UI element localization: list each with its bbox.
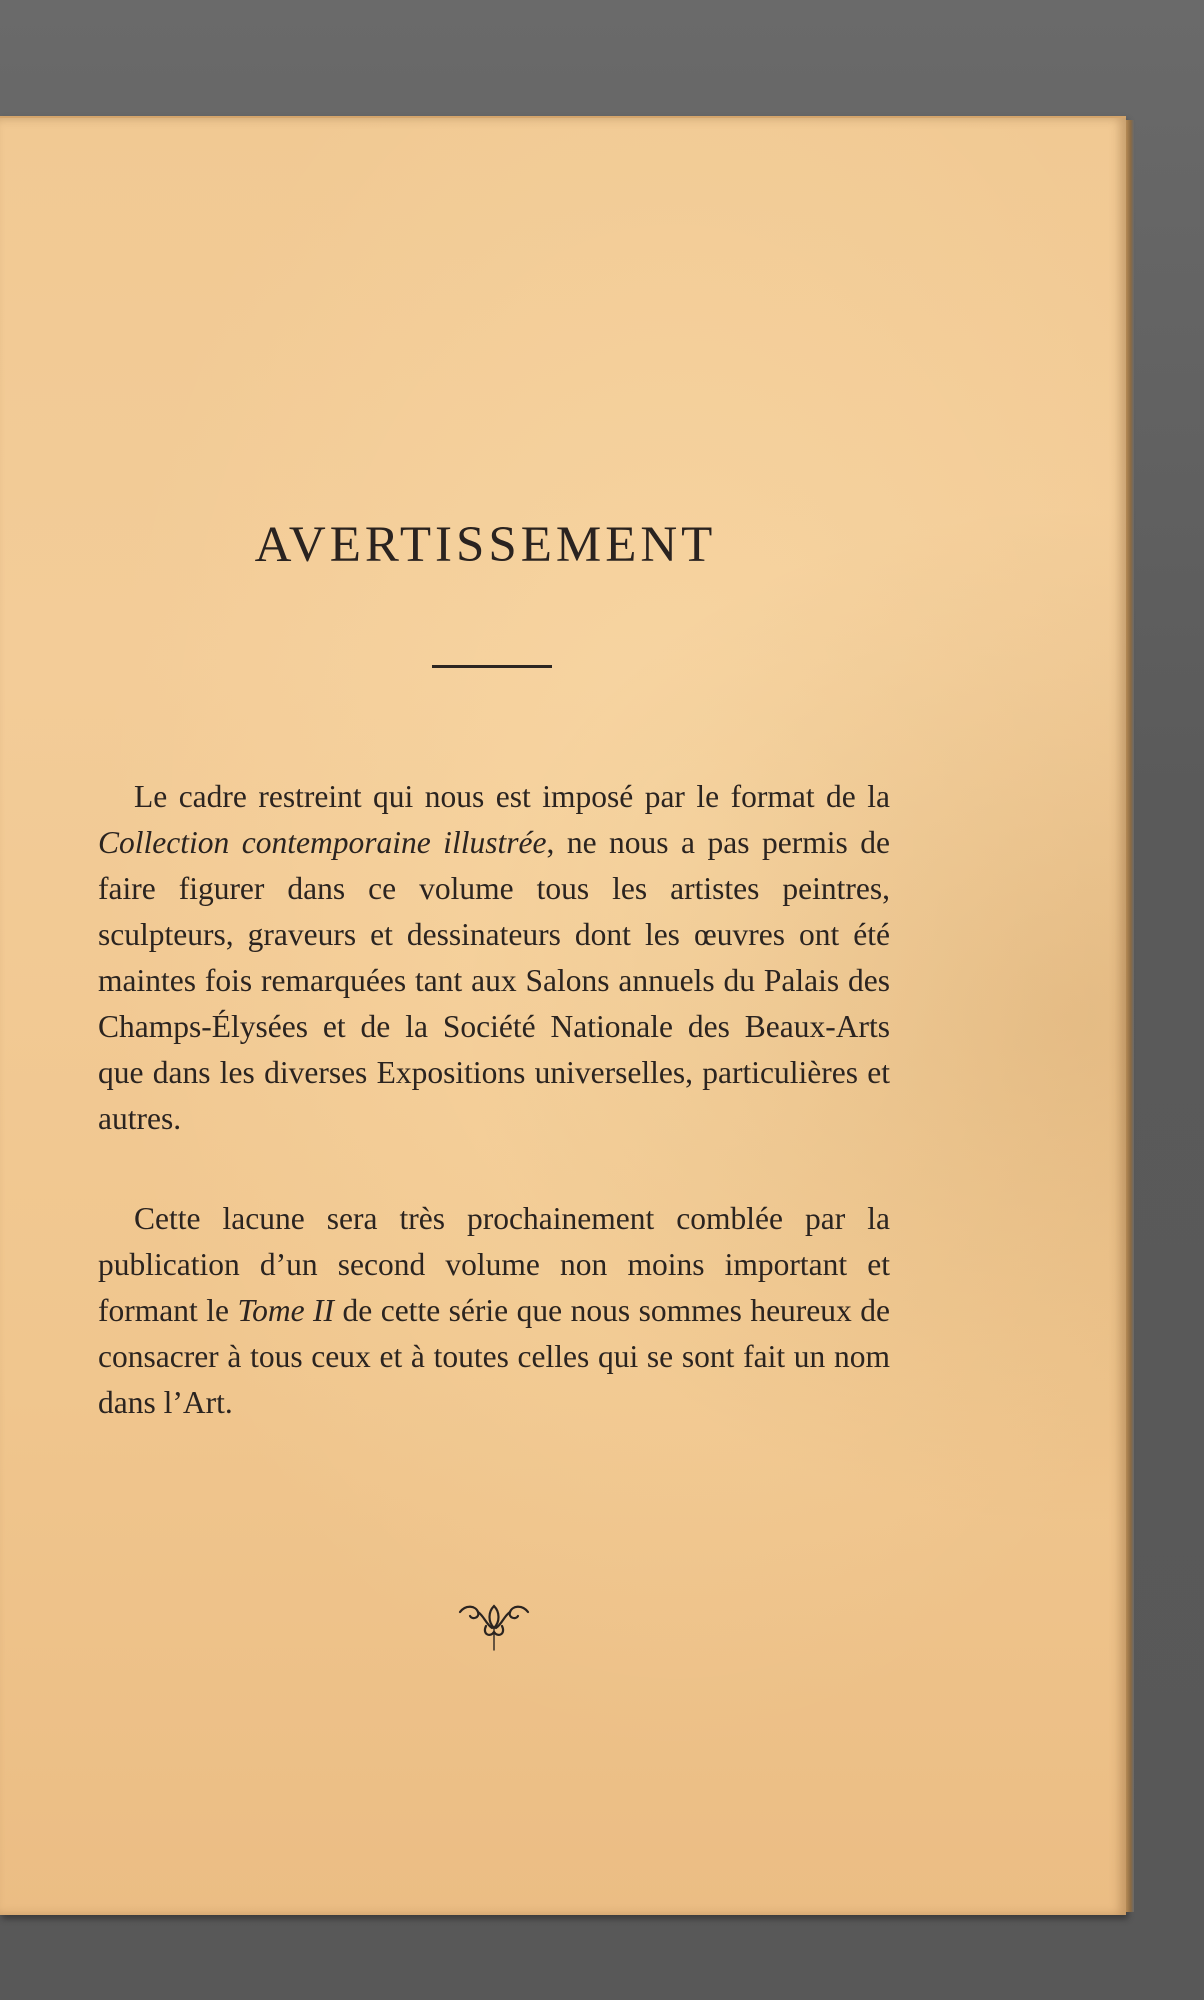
paragraph-2-end: de cette série que nous sommes heureux de consacrer à tous ceux et à toutes celles qui se sont fait un nom dans l’Art. [98,1293,890,1420]
paragraph-1 [98,774,890,1142]
paragraph-2-text [98,1196,890,1426]
fleuron-ornament-icon [456,1598,532,1658]
paragraph-2-start: Cette lacune sera très prochainement comblée par la publication d’un second volume non moins important et formant le [98,1201,890,1328]
book-page [0,116,1126,1915]
title-rule [432,665,552,668]
paragraph-1-text [98,774,890,1142]
paragraph-1-end: , ne nous a pas permis de faire figurer dans ce volume tous les artistes peintres, sculpteurs, graveurs et dessinateurs dont les œuvres ont été maintes fois remarquées tant aux Salons annuels du Palais des Champs-Élysées et de la Société Nationale des Beaux-Arts que dans les diverses Expositions universelles, particulières et autres. [98,825,890,1136]
tome-reference: Tome II [237,1293,335,1328]
page-title-text: AVERTISSEMENT [254,517,717,573]
page-title [0,516,1126,574]
collection-title: Collection contemporaine illustrée [98,825,547,860]
paragraph-2 [98,1196,890,1426]
paragraph-1-start: Le cadre restreint qui nous est imposé par le format de la [134,779,890,814]
page-edge [1126,120,1134,1912]
